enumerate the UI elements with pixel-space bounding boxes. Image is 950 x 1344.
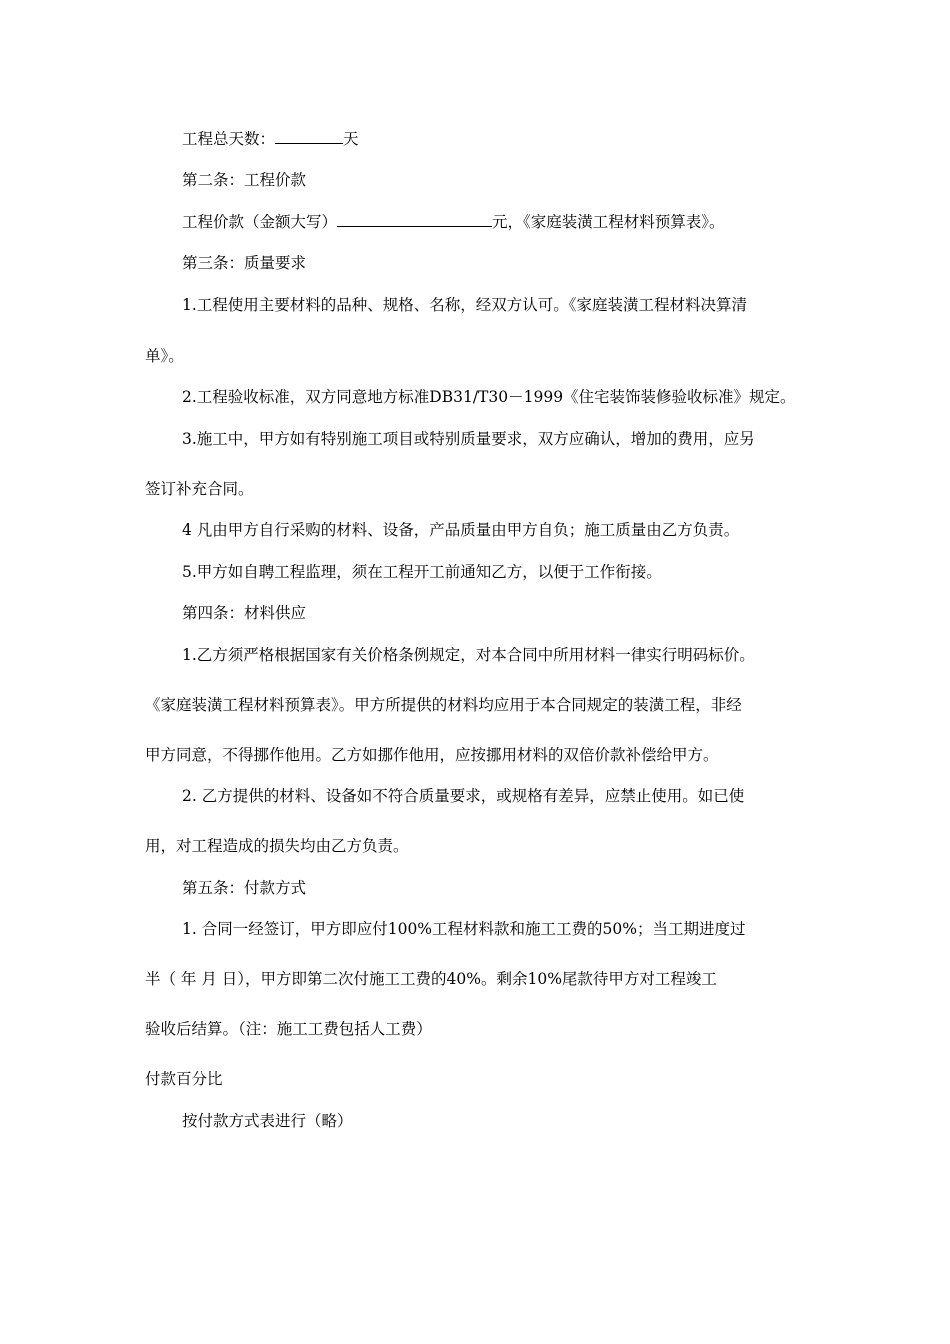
- payment-percent-title: 付款百分比: [145, 1070, 223, 1088]
- quality-item-5-line-1: 5.甲方如自聘工程监理，须在工程开工前通知乙方，以便于工作衔接。: [182, 563, 662, 581]
- total-days-label: 工程总天数：: [182, 130, 276, 148]
- material-item-2-line-2: 用，对工程造成的损失均由乙方负责。: [145, 837, 409, 855]
- price-label: 工程价款（金额大写）: [182, 213, 338, 231]
- payment-item-1-line-1: 1. 合同一经签订，甲方即应付100%工程材料款和施工工费的50%；当工期进度过: [182, 920, 746, 938]
- material-item-1-line-3: 甲方同意，不得挪作他用。乙方如挪作他用，应按挪用材料的双倍价款补偿给甲方。: [145, 746, 719, 764]
- total-days-blank: [275, 127, 343, 144]
- material-item-2-line-1: 2. 乙方提供的材料、设备如不符合质量要求，或规格有差异，应禁止使用。如已使: [182, 787, 745, 805]
- article-5-title: 第五条：付款方式: [182, 879, 307, 897]
- article-2-title: 第二条：工程价款: [182, 171, 307, 189]
- total-days-line: [182, 127, 872, 150]
- payment-table-note: 按付款方式表进行（略）: [182, 1112, 353, 1130]
- total-days-unit: 天: [343, 130, 359, 148]
- material-item-1-line-1: 1.乙方须严格根据国家有关价格条例规定，对本合同中所用材料一律实行明码标价。: [182, 646, 755, 664]
- price-amount-blank: [337, 210, 492, 227]
- material-item-1-line-2: 《家庭装潢工程材料预算表》。甲方所提供的材料均应用于本合同规定的装潢工程，非经: [145, 696, 742, 714]
- quality-item-4-line-1: 4 凡由甲方自行采购的材料、设备，产品质量由甲方自负；施工质量由乙方负责。: [182, 521, 740, 539]
- price-line: [182, 210, 872, 233]
- payment-item-1-line-3: 验收后结算。（注：施工工费包括人工费）: [145, 1020, 432, 1038]
- article-3-title: 第三条：质量要求: [182, 254, 307, 272]
- quality-item-1-line-2: 单》。: [145, 347, 184, 365]
- payment-item-1-line-2: 半（ 年 月 日），甲方即第二次付施工工费的40%。剩余10%尾款待甲方对工程竣工: [145, 970, 717, 988]
- price-suffix: 元，《家庭装潢工程材料预算表》。: [492, 213, 725, 231]
- article-4-title: 第四条：材料供应: [182, 604, 307, 622]
- quality-item-2-line-1: 2.工程验收标准，双方同意地方标准DB31/T30－1999《住宅装饰装修验收标准》规定。: [182, 388, 796, 406]
- quality-item-3-line-1: 3.施工中，甲方如有特别施工项目或特别质量要求，双方应确认，增加的费用，应另: [182, 430, 755, 448]
- quality-item-3-line-2: 签订补充合同。: [145, 480, 254, 498]
- quality-item-1-line-1: 1.工程使用主要材料的品种、规格、名称，经双方认可。《家庭装潢工程材料决算清: [182, 296, 748, 314]
